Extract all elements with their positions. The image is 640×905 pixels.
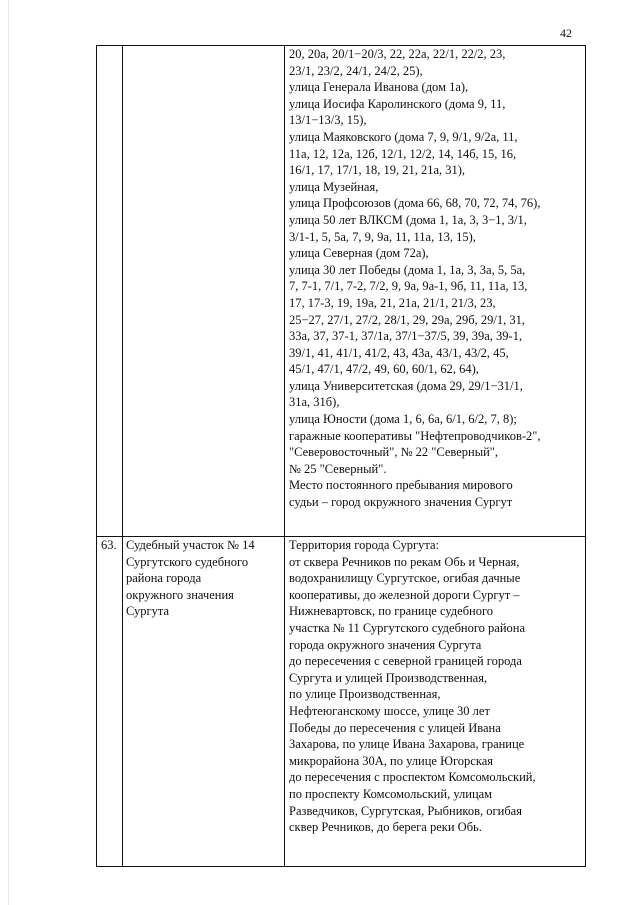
territory-line: 39/1, 41, 41/1, 41/2, 43, 43а, 43/1, 43/2, 45, [289, 345, 509, 360]
territory-line: сквер Речников, до берега реки Обь. [289, 820, 482, 835]
territory-line: Разведчиков, Сургутская, Рыбников, огибая [289, 803, 522, 818]
district-name-line: Судебный участок № 14 [126, 538, 255, 552]
territory-line: "Северовосточный", № 22 "Северный", [289, 445, 499, 460]
territory-line: 7, 7-1, 7/1, 7-2, 7/2, 9, 9а, 9а-1, 9б, 11, 11а, 13, [289, 279, 528, 294]
territory-line: участка № 11 Сургутского судебного района [289, 620, 526, 635]
table-row [97, 46, 586, 537]
district-name-cell [123, 46, 285, 537]
territory-line: Победы до пересечения с улицей Ивана [289, 720, 501, 735]
territory-line: улица Юности (дома 1, 6, 6а, 6/1, 6/2, 7, 8); [289, 412, 517, 427]
territory-line: по проспекту Комсомольский, улицам [289, 786, 493, 801]
territory-line: 20, 20а, 20/1−20/3, 22, 22а, 22/1, 22/2, 23, [289, 47, 506, 61]
territory-line: микрорайона 30А, по улице Югорская [289, 753, 493, 768]
district-name-line: Сургута [126, 604, 170, 619]
territory-line: 16/1, 17, 17/1, 18, 19, 21, 21а, 31), [289, 163, 466, 178]
territory-line: до пересечения с проспектом Комсомольский, [289, 770, 536, 785]
territory-line: до пересечения с северной границей города [289, 654, 522, 669]
territory-line: № 25 "Северный". [289, 461, 387, 476]
territory-line: 3/1-1, 5, 5а, 7, 9, 9а, 11, 11а, 13, 15), [289, 229, 476, 244]
territory-line: улица Музейная, [289, 179, 379, 194]
territory-line: Территория города Сургута: [289, 538, 440, 552]
territory-line: Захарова, по улице Ивана Захарова, границе [289, 737, 525, 752]
territory-line: 31а, 31б), [289, 395, 340, 410]
territory-line: Место постоянного пребывания мирового [289, 478, 513, 493]
territory-line: улица 30 лет Победы (дома 1, 1а, 3, 3а, 5, 5а, [289, 262, 526, 277]
territory-cell [285, 537, 586, 867]
row-number-cell [97, 537, 123, 867]
territory-line: Нефтеюганскому шоссе, улице 30 лет [289, 703, 490, 718]
territory-line: Сургута и улицей Производственная, [289, 670, 488, 685]
territory-line: Нижневартовск, по границе судебного [289, 604, 494, 619]
territory-line: улица Генерала Иванова (дом 1а), [289, 80, 469, 95]
territory-line: 25−27, 27/1, 27/2, 28/1, 29, 29а, 29б, 29/1, 31, [289, 312, 525, 327]
scan-margin-line [8, 0, 9, 905]
row-number: 63. [101, 538, 117, 552]
territory-line: 33а, 37, 37-1, 37/1а, 37/1−37/5, 39, 39а, 39-1, [289, 329, 523, 344]
territory-line: от сквера Речников по рекам Обь и Черная, [289, 554, 520, 569]
territory-line: улица Профсоюзов (дома 66, 68, 70, 72, 74, 76), [289, 196, 541, 211]
row-number-cell [97, 46, 123, 537]
district-name-cell [123, 537, 285, 867]
territory-line: кооперативы, до железной дороги Сургут – [289, 587, 520, 602]
territory-line: по улице Производственная, [289, 687, 441, 702]
territory-line: судьи – город окружного значения Сургут [289, 495, 513, 510]
territory-cell [285, 46, 586, 537]
territory-line: улица Северная (дом 72а), [289, 246, 429, 261]
territory-line: 13/1−13/3, 15), [289, 113, 367, 128]
territory-line: водохранилищу Сургутское, огибая дачные [289, 571, 521, 586]
table-row [97, 537, 586, 867]
territory-line: 45/1, 47/1, 47/2, 49, 60, 60/1, 62, 64), [289, 362, 479, 377]
district-name-line: района города [126, 571, 202, 586]
district-name-line: Сургутского судебного [126, 554, 249, 569]
district-name-line: окружного значения [126, 587, 234, 602]
page-number: 42 [560, 26, 572, 40]
territory-line: 23/1, 23/2, 24/1, 24/2, 25), [289, 63, 423, 78]
territory-line: 17, 17-3, 19, 19а, 21, 21а, 21/1, 21/3, 23, [289, 295, 496, 310]
territory-line: 11а, 12, 12а, 12б, 12/1, 12/2, 14, 14б, 15, 16, [289, 146, 517, 161]
territory-line: города окружного значения Сургута [289, 637, 482, 652]
territory-line: гаражные кооперативы "Нефтепроводчиков-2", [289, 428, 541, 443]
territory-line: улица Маяковского (дома 7, 9, 9/1, 9/2а, 11, [289, 129, 518, 144]
territory-line: улица Университетская (дома 29, 29/1−31/1, [289, 378, 523, 393]
territory-line: улица Иосифа Каролинского (дома 9, 11, [289, 96, 506, 111]
territory-line: улица 50 лет ВЛКСМ (дома 1, 1а, 3, 3−1, 3/1, [289, 212, 527, 227]
court-district-table [96, 45, 586, 867]
